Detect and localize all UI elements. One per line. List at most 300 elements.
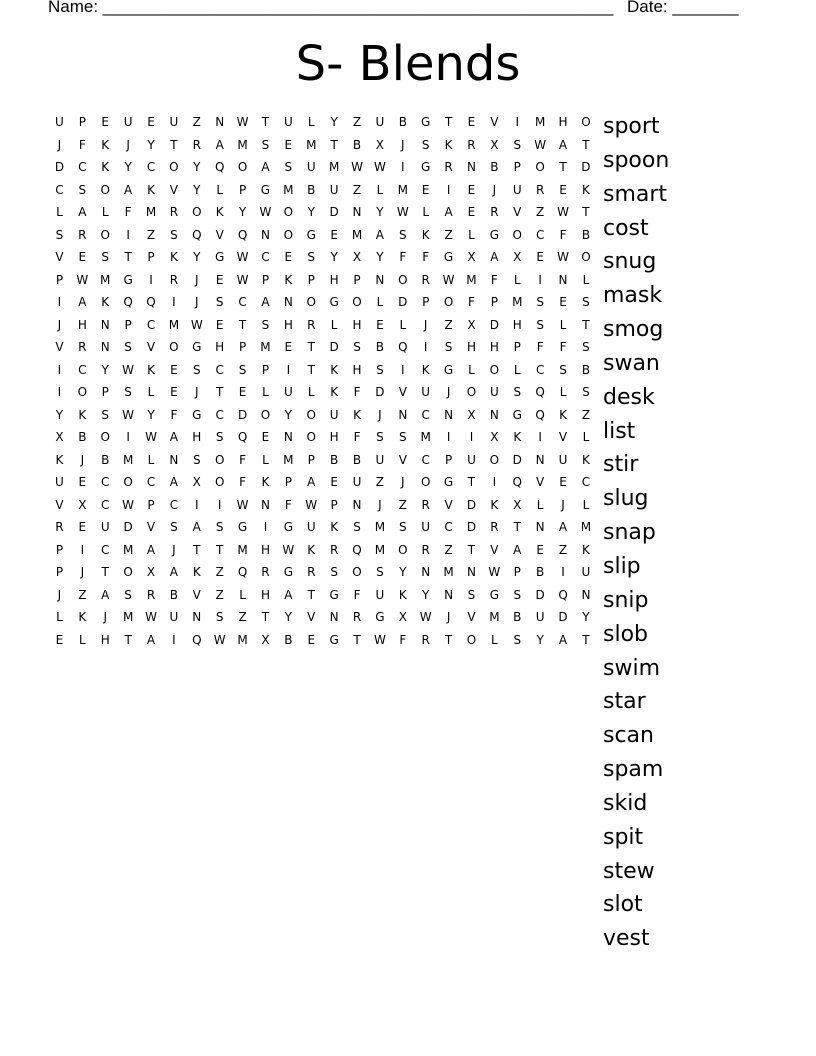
word-list-item: stew [603, 858, 655, 884]
grid-cell: E [559, 295, 567, 310]
grid-cell: E [78, 250, 87, 265]
grid-cell: K [147, 362, 155, 377]
grid-cell: E [101, 115, 110, 130]
grid-cell: J [378, 497, 382, 512]
grid-cell: Z [375, 475, 385, 490]
grid-cell: E [284, 340, 293, 355]
header [48, 0, 816, 18]
grid-cell: M [420, 430, 431, 445]
grid-cell: G [375, 610, 385, 625]
grid-cell: H [466, 340, 476, 355]
grid-cell: U [100, 520, 110, 535]
grid-cell: I [401, 160, 405, 175]
grid-cell: T [307, 362, 315, 377]
grid-cell: Z [352, 182, 362, 197]
grid-cell: J [423, 317, 428, 332]
grid-cell: I [538, 430, 542, 445]
grid-cell: K [169, 250, 178, 265]
grid-cell: T [582, 205, 590, 220]
word-list-item: mask [603, 283, 663, 309]
grid-cell: C [78, 160, 87, 175]
grid-cell: S [398, 227, 407, 242]
grid-cell: Q [398, 340, 408, 355]
grid-cell: J [195, 272, 199, 287]
grid-cell: N [169, 452, 179, 467]
grid-cell: P [307, 452, 315, 467]
grid-cell: L [468, 227, 475, 242]
grid-cell: T [124, 632, 132, 647]
grid-cell: R [169, 272, 179, 287]
grid-cell: S [192, 452, 201, 467]
grid-cell: M [283, 182, 294, 197]
grid-cell: G [260, 182, 271, 197]
grid-cell: U [581, 565, 591, 580]
grid-cell: E [170, 362, 178, 377]
grid-cell: W [259, 205, 272, 220]
grid-cell: S [536, 317, 544, 332]
grid-cell: X [352, 250, 362, 265]
grid-cell: R [78, 227, 87, 242]
grid-cell: R [78, 340, 87, 355]
grid-cell: A [558, 520, 568, 535]
grid-cell: P [124, 317, 132, 332]
grid-cell: I [286, 362, 291, 377]
grid-cell: G [306, 227, 316, 242]
grid-cell: X [513, 250, 522, 265]
grid-cell: C [238, 295, 247, 310]
grid-cell: S [513, 137, 522, 152]
grid-cell: S [78, 182, 87, 197]
grid-cell: P [513, 160, 521, 175]
grid-cell: T [307, 340, 315, 355]
grid-cell: M [489, 610, 500, 625]
grid-cell: I [538, 272, 542, 287]
grid-cell: G [192, 340, 202, 355]
grid-cell: N [466, 160, 476, 175]
grid-cell: Y [284, 610, 293, 625]
grid-cell: V [558, 430, 568, 445]
grid-cell: H [329, 272, 339, 287]
grid-cell: M [122, 610, 134, 625]
grid-cell: D [466, 520, 477, 535]
grid-cell: S [559, 362, 567, 377]
grid-cell: K [101, 295, 110, 310]
grid-cell: Y [399, 565, 407, 580]
grid-cell: Y [147, 407, 155, 422]
grid-cell: V [169, 182, 178, 197]
grid-cell: N [100, 317, 110, 332]
grid-cell: A [261, 295, 270, 310]
grid-cell: F [124, 205, 132, 220]
grid-cell: M [122, 542, 134, 557]
grid-cell: S [513, 587, 522, 602]
grid-cell: T [238, 317, 247, 332]
grid-cell: C [78, 362, 87, 377]
grid-cell: U [535, 610, 545, 625]
grid-cell: B [330, 452, 339, 467]
grid-cell: I [195, 497, 199, 512]
grid-cell: H [260, 587, 270, 602]
grid-cell: Y [376, 205, 384, 220]
grid-cell: U [329, 182, 339, 197]
grid-cell: E [284, 137, 293, 152]
grid-cell: T [261, 115, 270, 130]
grid-cell: O [100, 182, 110, 197]
grid-cell: L [582, 430, 590, 445]
grid-cell: N [535, 452, 545, 467]
grid-cell: O [306, 430, 316, 445]
grid-cell: A [169, 475, 178, 490]
word-list-item: cost [603, 215, 649, 241]
grid-cell: Y [422, 587, 430, 602]
grid-cell: D [466, 497, 477, 512]
grid-cell: H [192, 430, 202, 445]
grid-cell: S [353, 520, 361, 535]
word-list-item: list [603, 418, 636, 444]
grid-cell: R [535, 182, 545, 197]
grid-cell: A [284, 587, 293, 602]
grid-cell: U [169, 610, 179, 625]
grid-cell: O [192, 205, 202, 220]
grid-cell: Z [215, 565, 224, 580]
grid-cell: V [55, 340, 64, 355]
grid-cell: M [374, 542, 386, 557]
grid-cell: J [172, 542, 176, 557]
grid-cell: T [582, 137, 590, 152]
grid-cell: O [535, 160, 545, 175]
grid-cell: Y [330, 250, 338, 265]
grid-cell: V [192, 587, 201, 602]
grid-cell: S [215, 610, 224, 625]
grid-cell: V [146, 520, 156, 535]
grid-cell: S [261, 137, 270, 152]
grid-cell: F [399, 632, 407, 647]
grid-cell: H [352, 317, 362, 332]
grid-cell: F [284, 497, 292, 512]
grid-cell: Y [284, 407, 293, 422]
grid-cell: X [467, 317, 476, 332]
grid-cell: F [353, 385, 361, 400]
grid-cell: T [307, 587, 315, 602]
grid-cell: L [307, 115, 315, 130]
grid-cell: G [489, 227, 500, 242]
grid-cell: O [169, 160, 179, 175]
grid-cell: B [581, 227, 591, 242]
grid-cell: T [582, 317, 590, 332]
grid-cell: Y [193, 160, 201, 175]
grid-cell: K [330, 385, 339, 400]
grid-cell: G [123, 272, 133, 287]
grid-cell: R [421, 542, 430, 557]
grid-cell: R [192, 137, 201, 152]
grid-cell: G [329, 587, 339, 602]
grid-cell: X [192, 475, 201, 490]
page-title: S- Blends [295, 36, 521, 92]
grid-cell: B [284, 632, 293, 647]
grid-cell: W [145, 430, 157, 445]
grid-cell: B [581, 362, 591, 377]
grid-cell: Y [307, 205, 315, 220]
grid-cell: S [170, 520, 178, 535]
grid-cell: V [55, 250, 64, 265]
grid-cell: M [168, 317, 180, 332]
grid-cell: L [399, 317, 407, 332]
grid-cell: B [375, 340, 385, 355]
grid-cell: O [214, 475, 225, 490]
grid-cell: O [306, 407, 316, 422]
grid-cell: A [78, 205, 87, 220]
grid-cell: P [238, 182, 247, 197]
grid-cell: E [238, 385, 247, 400]
grid-cell: I [469, 430, 474, 445]
grid-cell: J [126, 137, 130, 152]
grid-cell: L [376, 295, 384, 310]
grid-cell: U [55, 475, 64, 490]
grid-cell: W [351, 160, 363, 175]
grid-cell: X [513, 497, 522, 512]
grid-cell: Q [237, 227, 248, 242]
grid-cell: G [443, 362, 454, 377]
grid-cell: S [124, 340, 132, 355]
grid-cell: M [283, 452, 294, 467]
grid-cell: L [101, 205, 109, 220]
grid-cell: D [398, 295, 408, 310]
grid-cell: R [490, 520, 499, 535]
grid-cell: Q [535, 407, 545, 422]
word-list-item: smart [603, 181, 668, 207]
grid-cell: W [442, 272, 455, 287]
grid-cell: O [512, 227, 522, 242]
grid-cell: E [330, 475, 338, 490]
grid-cell: N [100, 340, 110, 355]
grid-cell: J [195, 295, 199, 310]
grid-cell: S [307, 250, 316, 265]
grid-cell: G [215, 250, 225, 265]
grid-cell: U [467, 452, 476, 467]
grid-cell: U [489, 385, 499, 400]
grid-cell: S [170, 227, 178, 242]
grid-cell: U [283, 115, 293, 130]
grid-cell: S [582, 385, 590, 400]
grid-cell: Q [535, 385, 545, 400]
grid-cell: Y [376, 250, 384, 265]
grid-cell: Z [536, 205, 545, 220]
grid-cell: P [55, 272, 64, 287]
grid-cell: X [398, 610, 407, 625]
grid-cell: F [422, 250, 430, 265]
grid-cell: A [444, 205, 453, 220]
grid-cell: T [330, 137, 338, 152]
grid-cell: J [561, 497, 565, 512]
word-list-item: desk [603, 384, 655, 410]
grid-cell: I [57, 295, 62, 310]
grid-cell: O [420, 475, 431, 490]
grid-cell: O [489, 452, 500, 467]
grid-cell: I [446, 430, 451, 445]
grid-cell: W [305, 497, 318, 512]
grid-cell: N [352, 497, 362, 512]
grid-cell: U [352, 475, 362, 490]
grid-cell: E [559, 475, 567, 490]
grid-cell: U [558, 452, 568, 467]
grid-cell: A [307, 475, 316, 490]
grid-cell: I [561, 565, 565, 580]
grid-cell: O [306, 295, 316, 310]
grid-cell: W [557, 205, 569, 220]
grid-cell: G [283, 520, 293, 535]
grid-cell: S [215, 520, 224, 535]
grid-cell: R [261, 565, 270, 580]
grid-cell: K [261, 475, 270, 490]
grid-cell: D [375, 385, 385, 400]
grid-cell: O [352, 565, 362, 580]
grid-cell: D [329, 205, 339, 220]
grid-cell: Q [352, 542, 362, 557]
grid-cell: C [261, 250, 270, 265]
grid-cell: V [444, 497, 453, 512]
grid-cell: I [172, 295, 176, 310]
grid-cell: M [534, 115, 546, 130]
grid-cell: W [373, 160, 386, 175]
grid-cell: W [419, 610, 432, 625]
grid-cell: C [421, 452, 430, 467]
grid-cell: P [307, 272, 315, 287]
grid-cell: K [307, 542, 316, 557]
grid-cell: S [55, 227, 64, 242]
grid-cell: O [100, 430, 110, 445]
grid-cell: W [534, 137, 547, 152]
grid-cell: H [329, 430, 339, 445]
grid-cell: G [329, 295, 339, 310]
grid-cell: Z [352, 115, 362, 130]
grid-cell: G [443, 475, 454, 490]
grid-cell: F [399, 250, 407, 265]
grid-cell: U [283, 385, 293, 400]
grid-cell: S [261, 317, 270, 332]
grid-cell: M [237, 542, 248, 557]
grid-cell: E [78, 475, 87, 490]
grid-cell: J [57, 317, 62, 332]
grid-cell: Q [237, 565, 248, 580]
grid-cell: R [307, 317, 316, 332]
grid-cell: P [422, 295, 430, 310]
grid-cell: D [489, 317, 499, 332]
grid-cell: J [492, 182, 497, 197]
grid-cell: T [124, 250, 132, 265]
grid-cell: H [215, 340, 225, 355]
grid-cell: C [535, 227, 545, 242]
grid-cell: H [77, 317, 87, 332]
grid-cell: P [444, 452, 453, 467]
grid-cell: E [215, 317, 224, 332]
grid-cell: M [145, 205, 157, 220]
grid-cell: W [190, 317, 203, 332]
grid-cell: S [398, 430, 407, 445]
grid-cell: O [283, 205, 294, 220]
grid-cell: E [330, 227, 338, 242]
grid-cell: R [329, 542, 339, 557]
grid-cell: K [490, 497, 499, 512]
grid-cell: N [444, 407, 454, 422]
grid-cell: V [490, 542, 499, 557]
word-list-item: spam [603, 757, 664, 783]
grid-cell: H [489, 340, 499, 355]
grid-cell: S [582, 295, 590, 310]
word-list-item: snip [603, 587, 649, 613]
grid-cell: N [535, 520, 545, 535]
grid-cell: K [192, 565, 201, 580]
grid-cell: Y [124, 160, 132, 175]
grid-cell: S [284, 160, 293, 175]
word-list-item: smog [603, 317, 664, 343]
grid-cell: P [513, 565, 521, 580]
grid-cell: Z [192, 115, 201, 130]
grid-cell: X [261, 632, 270, 647]
grid-cell: S [124, 385, 132, 400]
grid-cell: U [55, 115, 64, 130]
grid-cell: A [375, 227, 385, 242]
grid-cell: O [260, 407, 271, 422]
grid-cell: X [78, 497, 87, 512]
grid-cell: J [401, 475, 405, 490]
grid-cell: M [237, 137, 248, 152]
grid-cell: R [444, 160, 453, 175]
grid-cell: G [489, 587, 500, 602]
grid-cell: Z [215, 587, 224, 602]
grid-cell: P [147, 497, 155, 512]
grid-cell: I [515, 115, 520, 130]
grid-cell: J [57, 587, 62, 602]
grid-cell: X [375, 137, 385, 152]
grid-cell: P [55, 565, 64, 580]
grid-cell: W [236, 272, 249, 287]
grid-cell: E [284, 250, 293, 265]
grid-cell: K [78, 610, 87, 625]
grid-cell: O [581, 250, 591, 265]
grid-cell: N [329, 610, 339, 625]
grid-cell: A [192, 520, 201, 535]
grid-cell: U [375, 452, 385, 467]
grid-cell: Z [398, 497, 407, 512]
grid-cell: O [581, 115, 591, 130]
grid-cell: S [582, 340, 590, 355]
grid-cell: J [378, 407, 382, 422]
grid-cell: B [352, 137, 362, 152]
grid-cell: M [397, 182, 408, 197]
grid-cell: E [421, 182, 430, 197]
grid-cell: T [467, 475, 476, 490]
grid-cell: S [353, 340, 361, 355]
grid-cell: F [239, 452, 247, 467]
grid-cell: H [100, 632, 110, 647]
grid-cell: V [146, 340, 156, 355]
grid-cell: K [353, 407, 361, 422]
grid-cell: E [467, 205, 476, 220]
grid-cell: K [581, 182, 590, 197]
grid-cell: Q [146, 295, 156, 310]
grid-cell: W [236, 115, 249, 130]
grid-cell: K [284, 272, 293, 287]
grid-cell: A [78, 295, 87, 310]
grid-cell: N [421, 565, 431, 580]
grid-cell: T [467, 542, 476, 557]
grid-cell: G [512, 407, 522, 422]
grid-cell: O [169, 340, 179, 355]
grid-cell: B [398, 115, 407, 130]
grid-cell: I [446, 182, 451, 197]
grid-cell: B [169, 587, 179, 602]
grid-cell: L [376, 182, 384, 197]
